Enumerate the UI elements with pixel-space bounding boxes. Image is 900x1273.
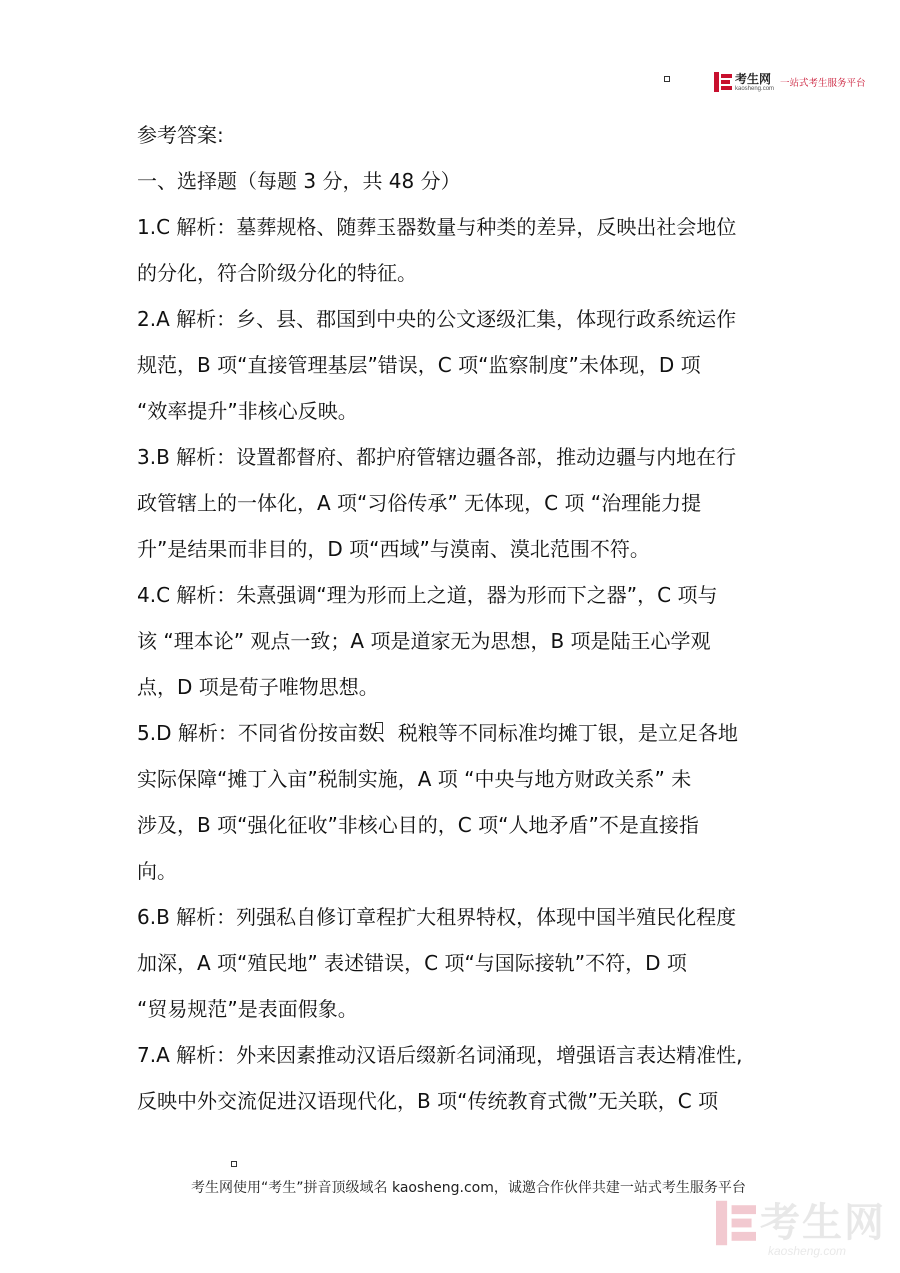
answer-line: 实际保障“摊丁入亩”税制实施，A 项 “中央与地方财政关系” 未 <box>137 767 692 791</box>
answer-line: 反映中外交流促进汉语现代化，B 项“传统教育式微”无关联，C 项 <box>137 1089 719 1113</box>
answer-line: 7.A 解析：外来因素推动汉语后缀新名词涌现，增强语言表达精准性, <box>137 1043 743 1067</box>
text-marker <box>375 722 383 734</box>
answer-line: 点，D 项是荀子唯物思想。 <box>137 675 379 699</box>
answer-line: 1.C 解析：墓葬规格、随葬玉器数量与种类的差异，反映出社会地位 <box>137 215 737 239</box>
answer-line: 3.B 解析：设置都督府、都护府管辖边疆各部，推动边疆与内地在行 <box>137 445 737 469</box>
header-brand-domain: kaosheng.com <box>735 85 775 92</box>
section-title: 参考答案: <box>137 123 224 147</box>
answer-line: 涉及，B 项“强化征收”非核心目的，C 项“人地矛盾”不是直接指 <box>137 813 699 837</box>
answer-line: 5.D 解析：不同省份按亩数、税粮等不同标准均摊丁银，是立足各地 <box>137 721 738 745</box>
answer-line: 该 “理本论” 观点一致；A 项是道家无为思想，B 项是陆王心学观 <box>137 629 711 653</box>
header-logo <box>714 70 866 94</box>
watermark <box>716 1200 886 1258</box>
header-slogan: 一站式考生服务平台 <box>780 78 866 89</box>
answer-line: “贸易规范”是表面假象。 <box>137 997 358 1021</box>
answer-line: 2.A 解析：乡、县、郡国到中央的公文逐级汇集，体现行政系统运作 <box>137 307 737 331</box>
footer-text: 考生网使用“考生”拼音顶级域名 kaosheng.com，诚邀合作伙伴共建一站式考生服务平台 <box>191 1180 746 1196</box>
answer-line: 6.B 解析：列强私自修订章程扩大租界特权，体现中国半殖民化程度 <box>137 905 737 929</box>
watermark-logo-icon <box>716 1200 756 1246</box>
answer-line: 加深，A 项“殖民地” 表述错误，C 项“与国际接轨”不符，D 项 <box>137 951 687 975</box>
watermark-domain: kaosheng.com <box>768 1244 847 1258</box>
answer-line: “效率提升”非核心反映。 <box>137 399 358 423</box>
answer-line: 的分化，符合阶级分化的特征。 <box>137 261 417 285</box>
kaosheng-logo-icon <box>714 72 732 92</box>
answer-line: 政管辖上的一体化，A 项“习俗传承” 无体现，C 项 “治理能力提 <box>137 491 702 515</box>
answer-line: 升”是结果而非目的，D 项“西域”与漠南、漠北范围不符。 <box>137 537 650 561</box>
header-marker <box>664 76 670 82</box>
answer-line: 规范，B 项“直接管理基层”错误，C 项“监察制度”未体现，D 项 <box>137 353 701 377</box>
answer-line: 向。 <box>137 859 177 883</box>
section-subtitle: 一、选择题（每题 3 分，共 48 分） <box>137 169 461 193</box>
answer-line: 4.C 解析：朱熹强调“理为形而上之道，器为形而下之器”，C 项与 <box>137 583 718 607</box>
footer-marker <box>231 1161 237 1167</box>
header-brand-name: 考生网 <box>735 71 772 86</box>
watermark-name: 考生网 <box>760 1200 886 1246</box>
answer-content <box>137 112 777 1124</box>
